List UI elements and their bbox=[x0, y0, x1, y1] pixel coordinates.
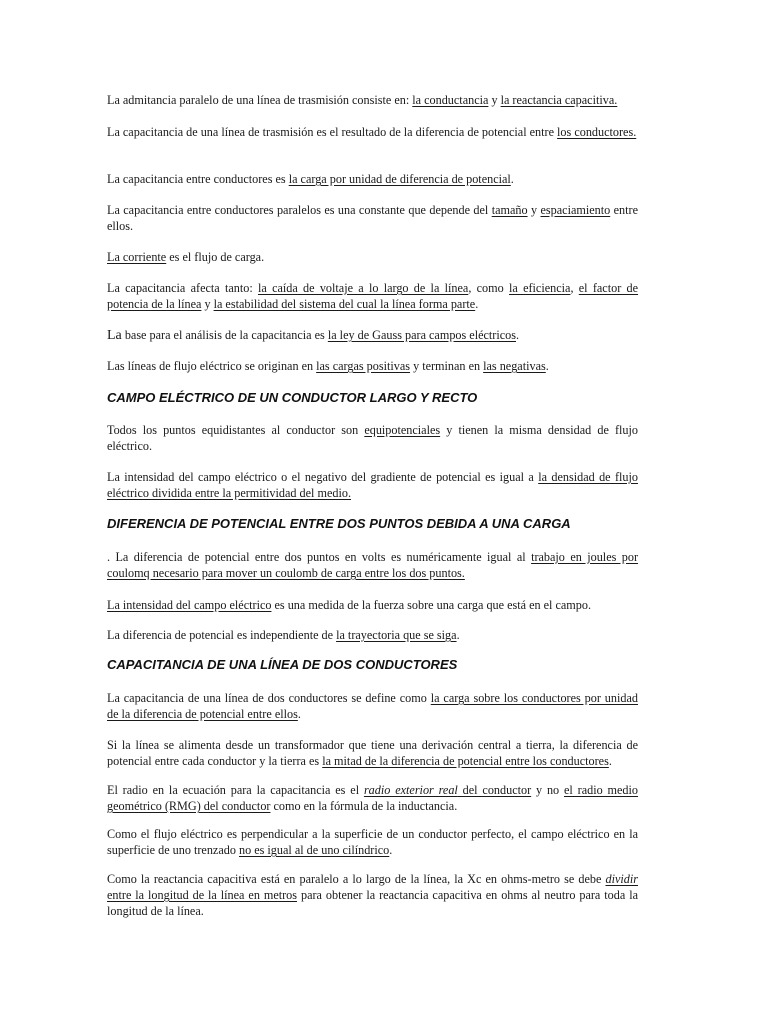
text-run: entre ellos. bbox=[107, 203, 638, 233]
paragraph-flujo-perpendicular bbox=[107, 826, 638, 858]
underlined-term: la carga por unidad de diferencia de potencial bbox=[288, 172, 511, 186]
text-run: El radio en la ecuación para la capacitancia es el bbox=[107, 783, 364, 797]
underlined-term: la carga sobre los conductores por unidad de la diferencia de potencial entre ellos bbox=[107, 691, 638, 721]
text-run: es una medida de la fuerza sobre una carga que está en el campo. bbox=[271, 598, 592, 612]
underlined-term: la trayectoria que se siga bbox=[336, 628, 457, 642]
paragraph-capacitancia-linea bbox=[107, 124, 638, 140]
text-run: La bbox=[107, 328, 122, 343]
underlined-term: dividir bbox=[605, 872, 638, 886]
paragraph-intensidad-medida bbox=[107, 597, 638, 613]
text-run: . bbox=[608, 754, 612, 768]
underlined-term: el factor de potencia de la línea bbox=[107, 281, 639, 311]
underlined-term: las cargas positivas bbox=[316, 359, 411, 373]
paragraph-diferencia-volts bbox=[107, 549, 638, 581]
text-run: La capacitancia de una línea de dos conductores se define como bbox=[107, 691, 431, 705]
underlined-term: la caída de voltaje a lo largo de la línea bbox=[258, 281, 469, 295]
underlined-term: espaciamiento bbox=[540, 203, 611, 217]
underlined-term: del conductor bbox=[457, 783, 532, 797]
text-run: DIFERENCIA DE POTENCIAL ENTRE DOS PUNTOS DEBIDA A UNA CARGA bbox=[107, 516, 571, 531]
paragraph-reactancia-capacitiva bbox=[107, 871, 638, 919]
text-run: Como el flujo eléctrico es perpendicular a la superficie de un conductor perfecto, el campo eléctrico en la superficie de uno trenzado bbox=[107, 827, 638, 857]
text-run: . bbox=[389, 843, 393, 857]
text-run: La intensidad del campo eléctrico o el negativo del gradiente de potencial es igual a bbox=[107, 470, 539, 484]
underlined-term: trabajo en joules por coulomq necesario para mover un coulomb de carga entre los dos puntos. bbox=[107, 550, 639, 580]
text-run: y bbox=[527, 203, 541, 217]
underlined-term: la conductancia bbox=[412, 93, 489, 107]
underlined-term: la densidad de flujo eléctrico dividida entre la permitividad del medio. bbox=[107, 470, 638, 500]
text-run: para obtener la reactancia capacitiva en ohms al neutro para toda la longitud de la línea. bbox=[107, 888, 638, 918]
text-run: La admitancia paralelo de una línea de trasmisión consiste en: bbox=[107, 93, 413, 107]
text-run: La capacitancia de una línea de trasmisión es el resultado de la diferencia de potencial entre bbox=[107, 125, 558, 139]
text-run: La capacitancia afecta tanto: bbox=[107, 281, 258, 295]
text-run: . bbox=[516, 328, 520, 342]
text-run: La capacitancia entre conductores paralelos es una constante que depende del bbox=[107, 203, 492, 217]
heading-campo-electrico bbox=[107, 390, 667, 406]
text-run: y terminan en bbox=[410, 359, 484, 373]
paragraph-capacitancia-conductores bbox=[107, 171, 638, 187]
paragraph-conductores-paralelos bbox=[107, 202, 638, 234]
text-run: La capacitancia entre conductores es bbox=[107, 172, 289, 186]
text-run: es el flujo de carga. bbox=[166, 250, 265, 264]
paragraph-define-capacitancia bbox=[107, 690, 638, 722]
text-run: Las líneas de flujo eléctrico se originan en bbox=[107, 359, 317, 373]
paragraph-puntos-equidistantes bbox=[107, 422, 638, 454]
paragraph-transformador bbox=[107, 737, 638, 769]
underlined-term: la reactancia capacitiva. bbox=[500, 93, 618, 107]
heading-capacitancia-dos-conductores bbox=[107, 657, 667, 673]
text-run: , bbox=[570, 281, 579, 295]
underlined-term: equipotenciales bbox=[364, 423, 441, 437]
underlined-term: los conductores. bbox=[557, 125, 637, 139]
underlined-term: las negativas bbox=[483, 359, 546, 373]
underlined-term: no es igual al de uno cilíndrico bbox=[238, 843, 390, 857]
underlined-term: radio exterior real bbox=[363, 783, 458, 797]
text-run: y bbox=[488, 93, 501, 107]
paragraph-intensidad-campo bbox=[107, 469, 638, 501]
paragraph-trayectoria bbox=[107, 627, 638, 643]
paragraph-capacitancia-afecta bbox=[107, 280, 638, 312]
text-run: Todos los puntos equidistantes al conductor son bbox=[107, 423, 365, 437]
paragraph-base-analisis bbox=[107, 327, 638, 344]
text-run: . bbox=[545, 359, 549, 373]
paragraph-corriente bbox=[107, 249, 638, 265]
underlined-term: entre la longitud de la línea en metros bbox=[107, 888, 298, 902]
text-run: , como bbox=[468, 281, 509, 295]
underlined-term: tamaño bbox=[491, 203, 528, 217]
underlined-term: la mitad de la diferencia de potencial entre los conductores bbox=[322, 754, 609, 768]
text-run: base para el análisis de la capacitancia es bbox=[121, 328, 328, 342]
underlined-term: la eficiencia bbox=[509, 281, 571, 295]
underlined-term: La intensidad del campo eléctrico bbox=[107, 598, 272, 612]
underlined-term: la ley de Gauss para campos eléctricos bbox=[327, 328, 516, 342]
underlined-term: el radio medio geométrico (RMG) del conductor bbox=[107, 783, 639, 813]
text-run: La diferencia de potencial es independiente de bbox=[107, 628, 337, 642]
text-run: y no bbox=[531, 783, 564, 797]
paragraph-lineas-flujo bbox=[107, 358, 638, 374]
text-run: Si la línea se alimenta desde un transformador que tiene una derivación central a tierra, la diferencia de potencial entre cada conductor y la tierra es bbox=[107, 738, 638, 768]
paragraph-admitancia bbox=[107, 92, 638, 108]
text-run: CAPACITANCIA DE UNA LÍNEA DE DOS CONDUCTORES bbox=[107, 657, 458, 672]
text-run: . bbox=[510, 172, 514, 186]
text-run: . bbox=[475, 297, 479, 311]
text-run: . bbox=[297, 707, 301, 721]
text-run: CAMPO ELÉCTRICO DE UN CONDUCTOR LARGO Y RECTO bbox=[107, 390, 478, 405]
paragraph-radio-ecuacion bbox=[107, 782, 638, 814]
text-run: y bbox=[201, 297, 214, 311]
text-run: . La diferencia de potencial entre dos puntos en volts es numéricamente igual al bbox=[107, 550, 532, 564]
heading-diferencia-potencial bbox=[107, 516, 667, 532]
underlined-term: la estabilidad del sistema del cual la línea forma parte bbox=[213, 297, 476, 311]
text-run: como en la fórmula de la inductancia. bbox=[270, 799, 458, 813]
text-run: y tienen la misma densidad de flujo eléctrico. bbox=[107, 423, 639, 453]
text-run: Como la reactancia capacitiva está en paralelo a lo largo de la línea, la Xc en ohms-metro se debe bbox=[107, 872, 606, 886]
underlined-term: La corriente bbox=[107, 250, 167, 264]
text-run: . bbox=[456, 628, 460, 642]
